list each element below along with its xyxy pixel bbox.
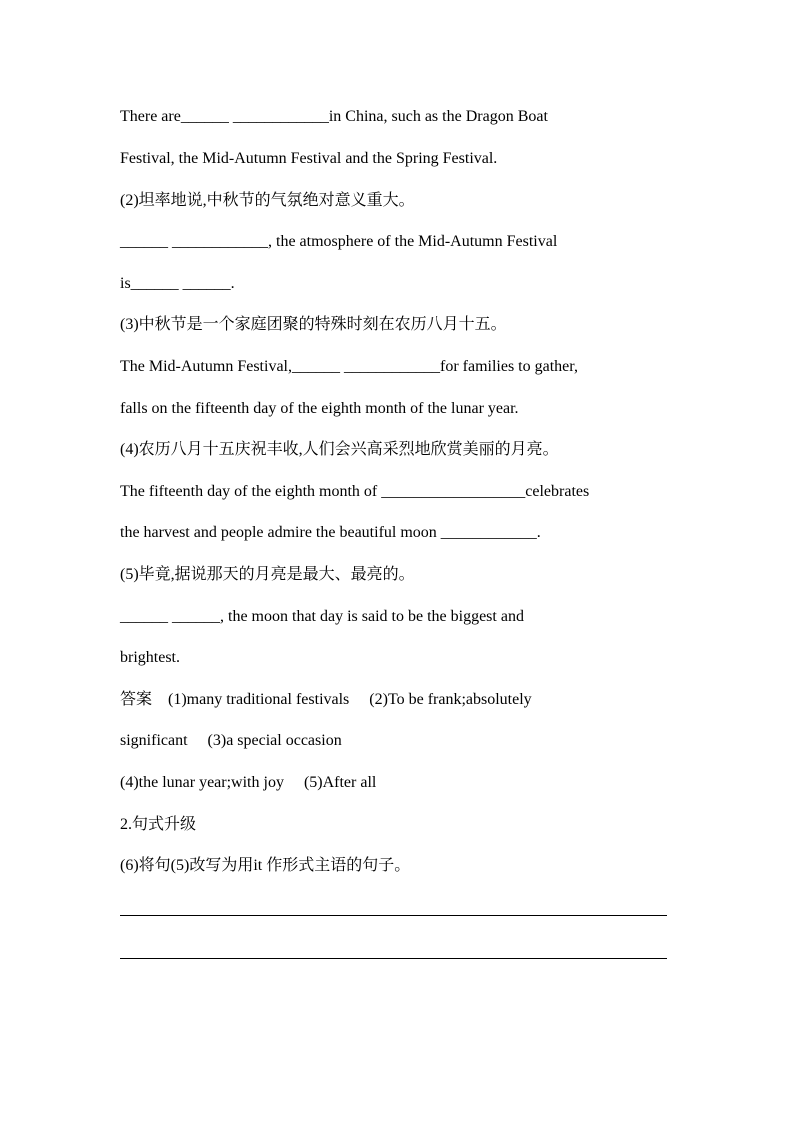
answer-blank-line-1[interactable] xyxy=(120,915,667,916)
question-4-english-line-1: The fifteenth day of the eighth month of __________________celebrates xyxy=(120,483,590,500)
question-5-chinese: (5)毕竟,据说那天的月亮是最大、最亮的。 xyxy=(120,566,415,583)
question-5-english-line-1: ______ ______, the moon that day is said to be the biggest and xyxy=(120,608,524,625)
exercise-line-1: There are______ ____________in China, such as the Dragon Boat xyxy=(120,108,548,125)
answer-key-line-2: significant (3)a special occasion xyxy=(120,732,342,749)
question-2-english-line-1: ______ ____________, the atmosphere of the Mid-Autumn Festival xyxy=(120,233,558,250)
question-3-english-line-1: The Mid-Autumn Festival,______ ____________for families to gather, xyxy=(120,358,578,375)
question-2-english-line-2: is______ ______. xyxy=(120,275,235,292)
question-4-english-line-2: the harvest and people admire the beautiful moon ____________. xyxy=(120,524,541,541)
exercise-line-2: Festival, the Mid-Autumn Festival and the Spring Festival. xyxy=(120,150,498,167)
question-2-chinese: (2)坦率地说,中秋节的气氛绝对意义重大。 xyxy=(120,192,415,209)
question-3-chinese: (3)中秋节是一个家庭团聚的特殊时刻在农历八月十五。 xyxy=(120,316,507,333)
answer-key-line-3: (4)the lunar year;with joy (5)After all xyxy=(120,774,377,791)
answer-key-line-1: 答案 (1)many traditional festivals (2)To be frank;absolutely xyxy=(120,691,532,708)
answer-blank-line-2[interactable] xyxy=(120,958,667,959)
question-6-instruction: (6)将句(5)改写为用it 作形式主语的句子。 xyxy=(120,857,411,874)
question-5-english-line-2: brightest. xyxy=(120,649,180,666)
question-3-english-line-2: falls on the fifteenth day of the eighth month of the lunar year. xyxy=(120,400,519,417)
section-heading: 2.句式升级 xyxy=(120,816,197,833)
question-4-chinese: (4)农历八月十五庆祝丰收,人们会兴高采烈地欣赏美丽的月亮。 xyxy=(120,441,559,458)
